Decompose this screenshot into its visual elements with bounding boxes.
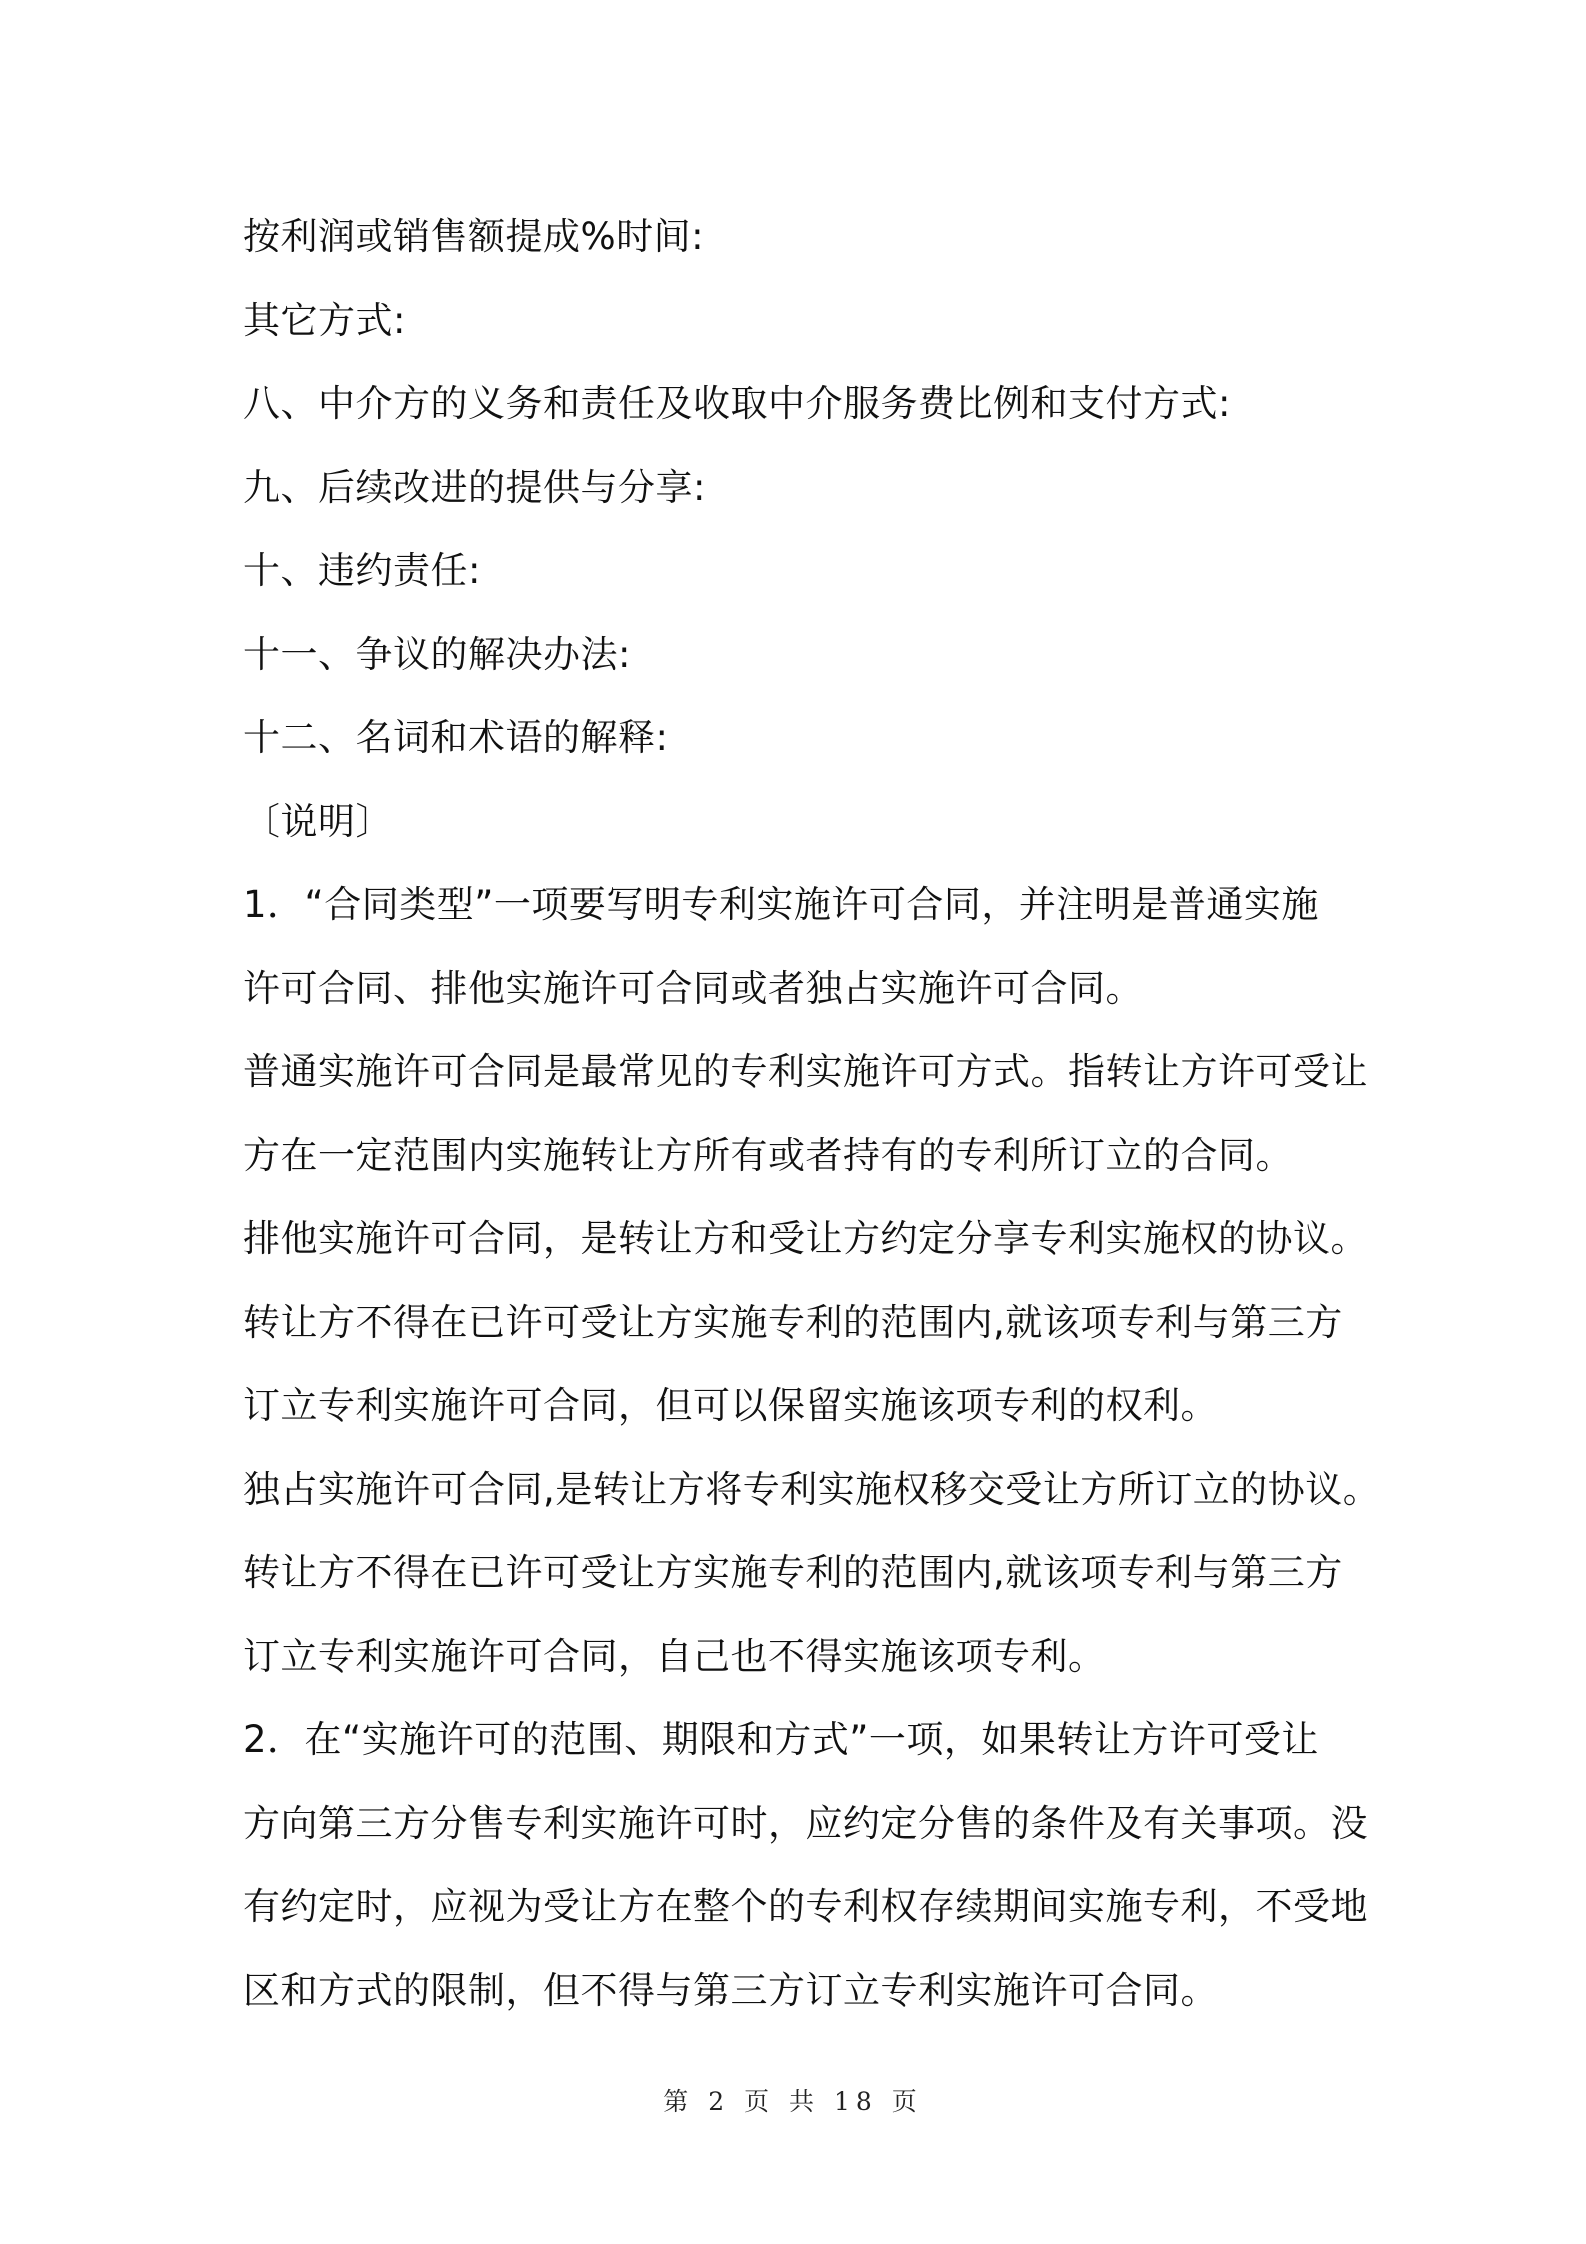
text-line: 订立专利实施许可合同，但可以保留实施该项专利的权利。	[243, 1384, 1218, 1427]
section-heading: 八、中介方的义务和责任及收取中介服务费比例和支付方式:	[243, 382, 1231, 425]
text-line: 独占实施许可合同,是转让方将专利实施权移交受让方所订立的协议。	[243, 1467, 1381, 1511]
text-line: 区和方式的限制，但不得与第三方订立专利实施许可合同。	[243, 1968, 1218, 2012]
notes-heading: 〔说明〕	[243, 799, 393, 843]
text-line: 转让方不得在已许可受让方实施专利的范围内,就该项专利与第三方	[243, 1300, 1343, 1344]
section-heading: 十、违约责任:	[243, 549, 481, 592]
text-line: 订立专利实施许可合同，自己也不得实施该项专利。	[243, 1634, 1106, 1678]
document-body	[243, 195, 1423, 2032]
section-heading: 九、后续改进的提供与分享:	[243, 465, 706, 509]
text-line: 普通实施许可合同是最常见的专利实施许可方式。指转让方许可受让	[243, 1050, 1368, 1093]
text-line: 方在一定范围内实施转让方所有或者持有的专利所订立的合同。	[243, 1133, 1293, 1177]
text-line: 2．在“实施许可的范围、期限和方式”一项，如果转让方许可受让	[243, 1718, 1319, 1761]
text-line: 1．“合同类型”一项要写明专利实施许可合同，并注明是普通实施	[243, 883, 1319, 926]
section-heading: 十一、争议的解决办法:	[243, 632, 631, 676]
text-line: 转让方不得在已许可受让方实施专利的范围内,就该项专利与第三方	[243, 1551, 1343, 1594]
section-heading: 十二、名词和术语的解释:	[243, 716, 669, 759]
text-line: 排他实施许可合同，是转让方和受让方约定分享专利实施权的协议。	[243, 1217, 1368, 1260]
text-line: 有约定时，应视为受让方在整个的专利权存续期间实施专利，不受地	[243, 1885, 1368, 1928]
text-line: 其它方式:	[243, 298, 406, 342]
text-line: 方向第三方分售专利实施许可时，应约定分售的条件及有关事项。没	[243, 1801, 1368, 1845]
text-line: 按利润或销售额提成%时间:	[243, 215, 705, 258]
page-number-footer: 第 2 页 共 18 页	[663, 2087, 923, 2116]
text-line: 许可合同、排他实施许可合同或者独占实施许可合同。	[243, 966, 1143, 1010]
